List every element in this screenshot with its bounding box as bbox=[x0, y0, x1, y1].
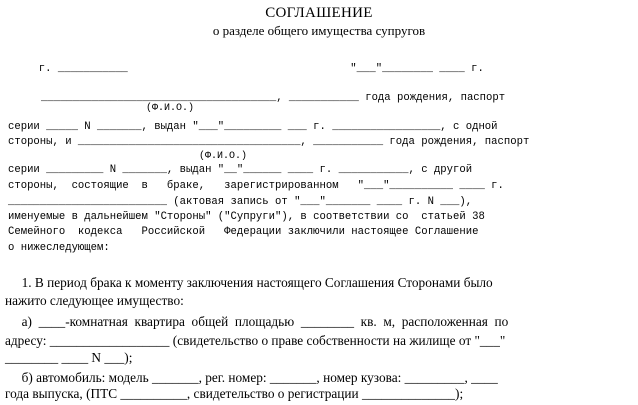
document-subtitle: о разделе общего имущества супругов bbox=[212, 23, 426, 38]
party-one-line: _____________________________________, ___________ года рождения, паспорт bbox=[41, 92, 506, 104]
clause-1-line: нажито следующее имущество: bbox=[5, 293, 184, 308]
party-two-line: стороны, и ___________________________________, ___________ года рождения, паспорт bbox=[8, 136, 530, 148]
party-two-passport-line: серии _________ N _______, выдан "__"______ ____ г. ___________, с другой bbox=[8, 164, 473, 176]
clause-1-line: 1. В период брака к моменту заключения настоящего Соглашения Сторонами было bbox=[5, 275, 493, 290]
clause-a-line: ________ ____ N ___); bbox=[5, 350, 133, 365]
parties-line: именуемые в дальнейшем "Стороны" ("Супруги"), в соответствии со статьей 38 bbox=[8, 211, 485, 223]
party-one-passport-line: серии _____ N _______, выдан "___"_________ ___ г. _________________, с одной bbox=[8, 121, 498, 133]
marriage-line: стороны, состоящие в браке, зарегистрированном "___"__________ ____ г. bbox=[8, 180, 504, 192]
clause-b-line: б) автомобиль: модель _______, рег. номер: _______, номер кузова: _________, ____ bbox=[5, 370, 498, 385]
following-line: о нижеследующем: bbox=[8, 242, 110, 254]
clause-b-line: года выпуска, (ПТС __________, свидетельство о регистрации ______________); bbox=[5, 386, 464, 401]
fio-label: (Ф.И.О.) bbox=[146, 103, 195, 114]
document-title: СОГЛАШЕНИЕ bbox=[265, 5, 373, 21]
fio-label: (Ф.И.О.) bbox=[199, 151, 248, 162]
clause-a-line: адресу: __________________ (свидетельство о праве собственности на жилище от "___" bbox=[5, 333, 506, 348]
act-record-line: _________________________ (актовая запись от "___"_______ ____ г. N ___), bbox=[8, 196, 473, 208]
code-line: Семейного кодекса Российской Федерации заключили настоящее Соглашение bbox=[8, 226, 479, 238]
place-date-line: г. ___________ "___"________ ____ г. bbox=[7, 63, 484, 75]
clause-a-line: а) ____-комнатная квартира общей площадью ________ кв. м, расположенная по bbox=[5, 314, 509, 329]
